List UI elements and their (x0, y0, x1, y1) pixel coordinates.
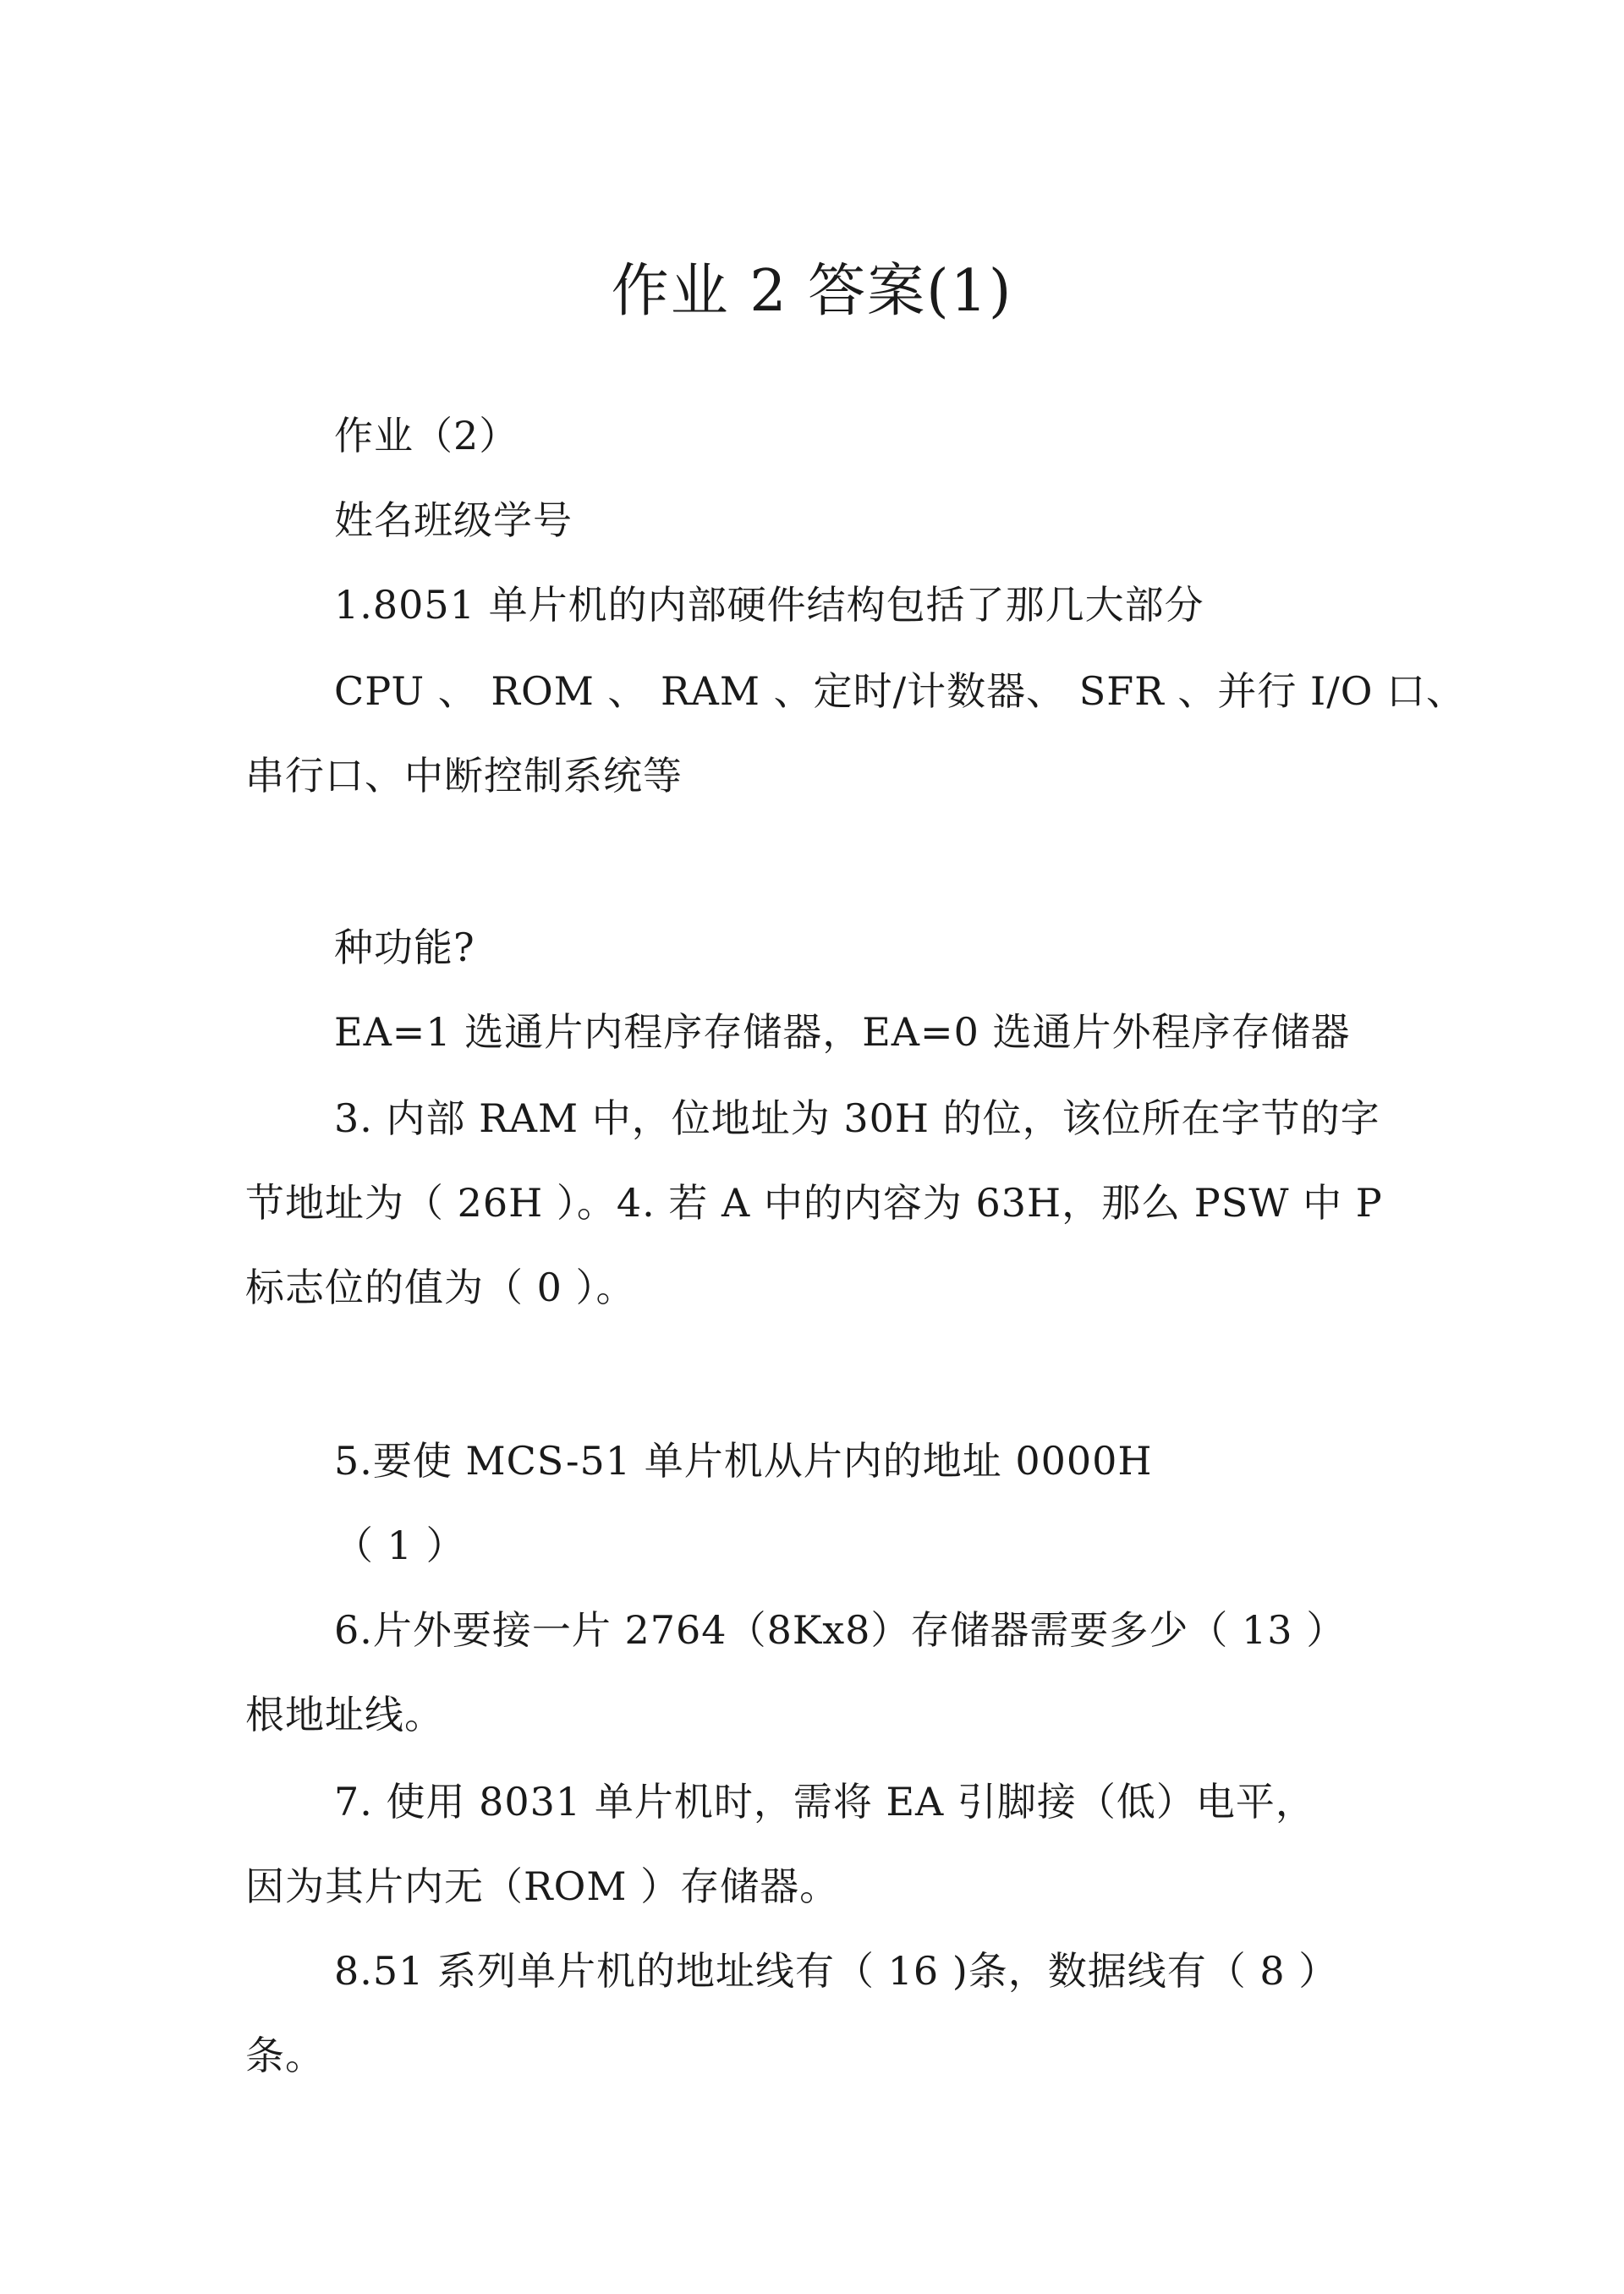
text-line: 3. 内部 RAM 中，位地址为 30H 的位，该位所在字节的字 (334, 1095, 1380, 1141)
text-line: 串行口、中断控制系统等 (245, 753, 683, 799)
text-line: （ 1 ） (334, 1523, 466, 1568)
text-line: 姓名班级学号 (334, 497, 573, 543)
text-line: 6.片外要接一片 2764（8Kx8）存储器需要多少（ 13 ） (334, 1607, 1347, 1653)
text-line: 5.要使 MCS-51 单片机从片内的地址 0000H (334, 1438, 1153, 1484)
text-line: 标志位的值为（ 0 ）。 (245, 1265, 636, 1310)
text-line: 因为其片内无（ROM ）存储器。 (245, 1863, 840, 1909)
text-line: 7. 使用 8031 单片机时，需将 EA 引脚接（低）电平， (334, 1779, 1315, 1825)
document-title: 作业 2 答案(1) (611, 258, 1013, 325)
text-line: 1.8051 单片机的内部硬件结构包括了那几大部分 (334, 582, 1204, 628)
text-line: 种功能? (334, 925, 475, 970)
text-line: 节地址为（ 26H ）。4. 若 A 中的内容为 63H，那么 PSW 中 P (245, 1180, 1383, 1226)
text-line: 8.51 系列单片机的地址线有（ 16 )条，数据线有（ 8 ） (334, 1948, 1339, 1994)
text-line: 根地址线。 (245, 1692, 444, 1737)
text-line: EA=1 选通片内程序存储器，EA=0 选通片外程序存储器 (334, 1009, 1351, 1055)
text-line: 条。 (245, 2033, 325, 2078)
text-line: CPU 、 ROM 、 RAM 、定时/计数器、 SFR 、并行 I/O 口、 (334, 668, 1467, 714)
text-line: 作业（2） (334, 413, 519, 458)
